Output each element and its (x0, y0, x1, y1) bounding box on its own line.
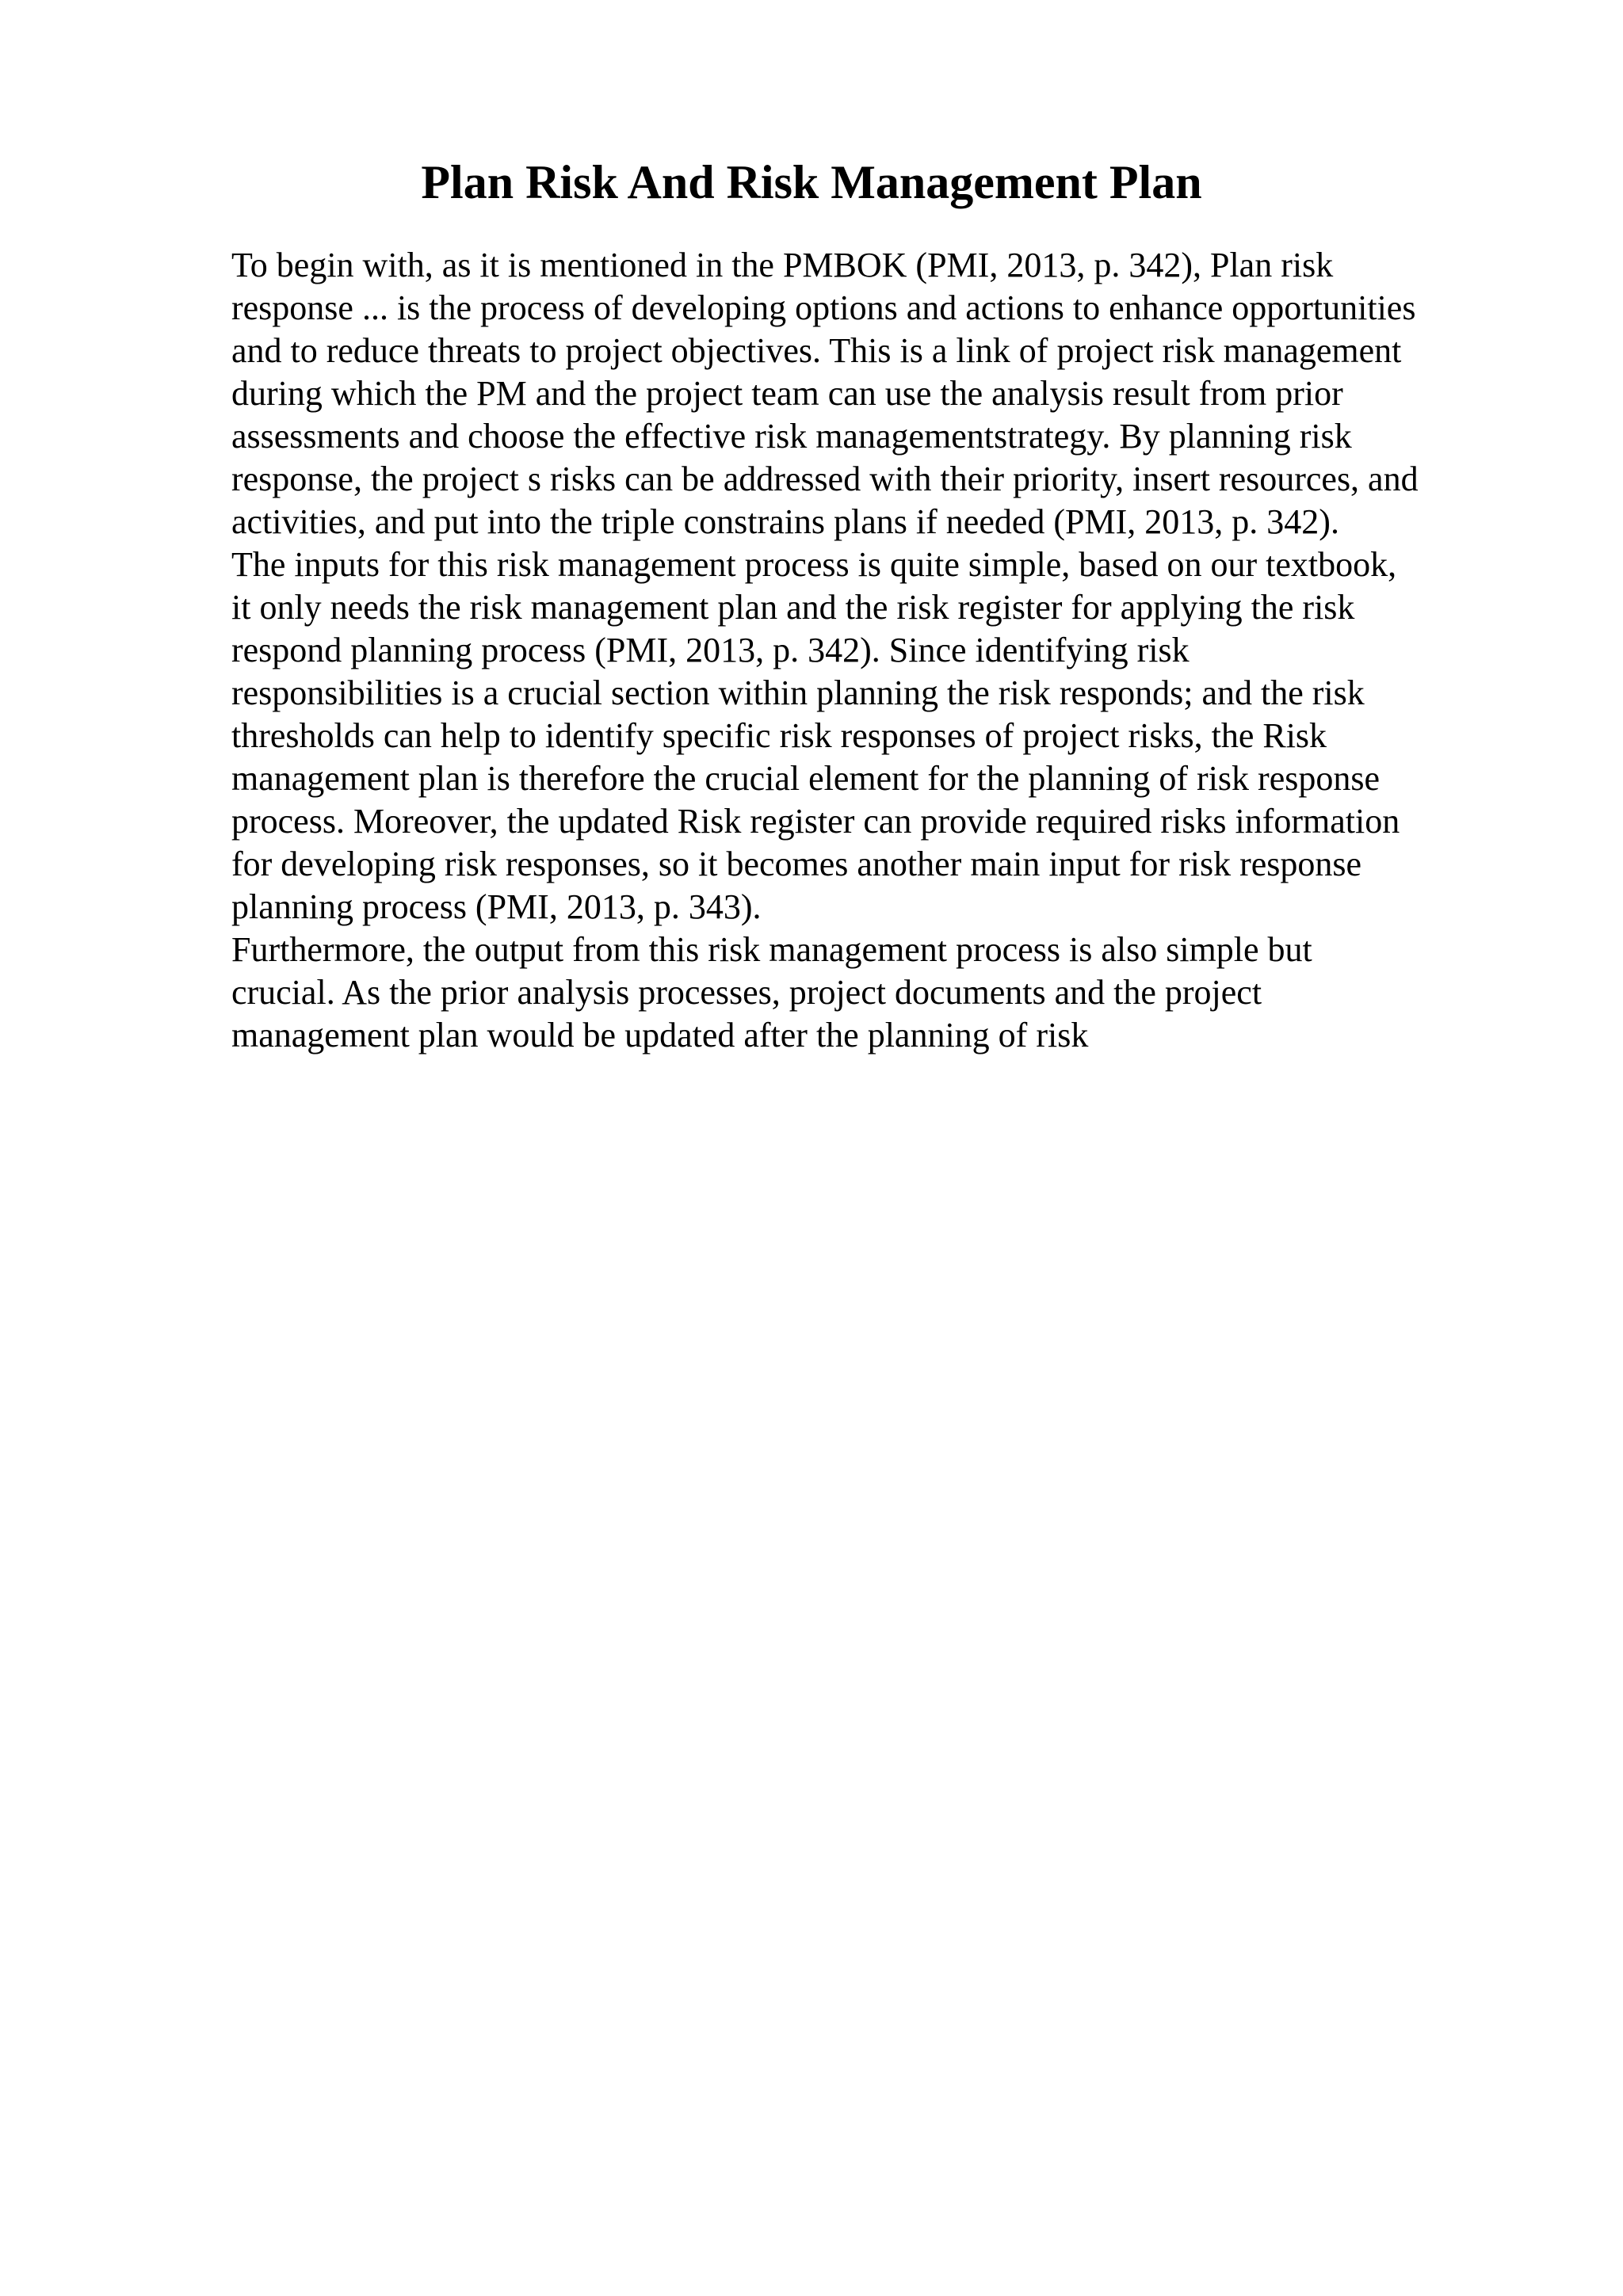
body-line-7: activities, and put into the triple constrains plans if needed (PMI, 2013, p. 342). (231, 502, 1339, 541)
body-line-6: response, the project s risks can be addressed with their priority, insert resources, and (231, 460, 1419, 498)
body-line-19: management plan would be updated after the planning of risk (231, 1016, 1089, 1055)
body-line-12: thresholds can help to identify specific risk responses of project risks, the Risk (231, 716, 1327, 755)
body-line-15: for developing risk responses, so it becomes another main input for risk response (231, 845, 1362, 883)
body-line-16: planning process (PMI, 2013, p. 343). (231, 887, 762, 926)
body-line-11: responsibilities is a crucial section within planning the risk responds; and the risk (231, 673, 1365, 712)
body-line-18: crucial. As the prior analysis processes, project documents and the project (231, 973, 1262, 1012)
body-line-4: during which the PM and the project team can use the analysis result from prior (231, 374, 1343, 413)
body-line-5: assessments and choose the effective risk managementstrategy. By planning risk (231, 417, 1352, 456)
body-line-3: and to reduce threats to project objectives. This is a link of project risk management (231, 331, 1402, 370)
body-line-1: To begin with, as it is mentioned in the PMBOK (PMI, 2013, p. 342), Plan risk (231, 246, 1334, 284)
body-line-8: The inputs for this risk management process is quite simple, based on our textbook, (231, 545, 1397, 584)
body-line-9: it only needs the risk management plan and the risk register for applying the risk (231, 588, 1355, 627)
document-body (231, 244, 1499, 1057)
body-line-17: Furthermore, the output from this risk management process is also simple but (231, 930, 1312, 969)
body-line-10: respond planning process (PMI, 2013, p. 342). Since identifying risk (231, 631, 1190, 669)
body-line-2: response ... is the process of developing options and actions to enhance opportunities (231, 288, 1416, 327)
body-line-13: management plan is therefore the crucial element for the planning of risk response (231, 759, 1381, 798)
document-title: Plan Risk And Risk Management Plan (421, 156, 1202, 208)
body-line-14: process. Moreover, the updated Risk register can provide required risks information (231, 802, 1400, 841)
